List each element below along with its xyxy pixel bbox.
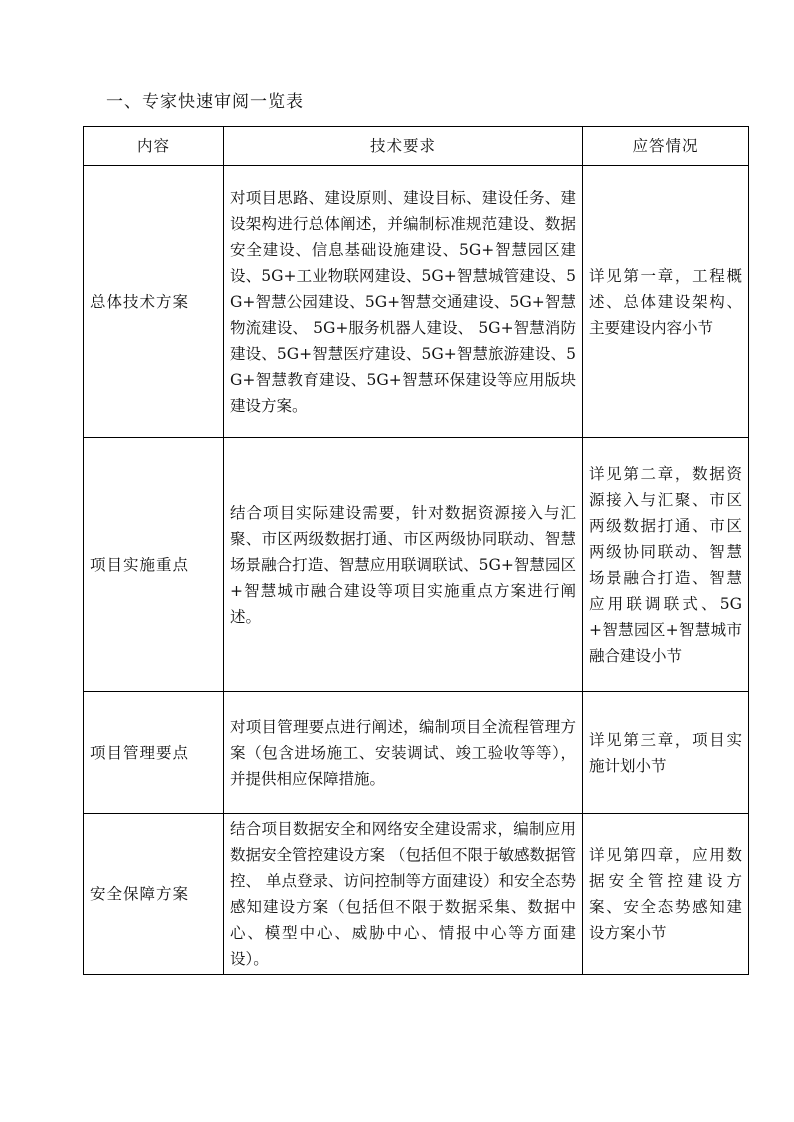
header-content: 内容: [84, 127, 224, 166]
row-requirement: 对项目管理要点进行阐述，编制项目全流程管理方案（包含进场施工、安装调试、竣工验收等等），并提供相应保障措施。: [224, 692, 583, 814]
row-response: 详见第二章，数据资源接入与汇聚、市区两级数据打通、市区两级协同联动、智慧场景融合打造、智慧应用联调联式、5G+智慧园区+智慧城市融合建设小节: [583, 438, 749, 692]
row-response: 详见第四章，应用数据安全管控建设方案、安全态势感知建设方案小节: [583, 814, 749, 975]
row-requirement: 结合项目数据安全和网络安全建设需求，编制应用数据安全管控建设方案 （包括但不限于敏感数据管控、 单点登录、访问控制等方面建设）和安全态势感知建设方案（包括但不限于数据采集、数据中心、模型中心、威胁中心、情报中心等方面建设）。: [224, 814, 583, 975]
row-content: 项目实施重点: [84, 438, 224, 692]
row-content: 项目管理要点: [84, 692, 224, 814]
expert-review-table: [83, 126, 749, 975]
table-row: [84, 692, 749, 814]
header-requirement: 技术要求: [224, 127, 583, 166]
table-header-row: [84, 127, 749, 166]
header-response: 应答情况: [583, 127, 749, 166]
table-row: [84, 438, 749, 692]
row-content: 安全保障方案: [84, 814, 224, 975]
section-heading: 一、专家快速审阅一览表: [106, 92, 304, 112]
row-content: 总体技术方案: [84, 166, 224, 438]
row-requirement: 结合项目实际建设需要，针对数据资源接入与汇聚、市区两级数据打通、市区两级协同联动、智慧场景融合打造、智慧应用联调联试、5G+智慧园区+智慧城市融合建设等项目实施重点方案进行阐述。: [224, 438, 583, 692]
row-response: 详见第一章，工程概述、总体建设架构、主要建设内容小节: [583, 166, 749, 438]
table-row: [84, 166, 749, 438]
table-row: [84, 814, 749, 975]
row-requirement: 对项目思路、建设原则、建设目标、建设任务、建设架构进行总体阐述，并编制标准规范建设、数据安全建设、信息基础设施建设、5G+智慧园区建设、5G+工业物联网建设、5G+智慧城管建设、5G+智慧公园建设、5G+智慧交通建设、5G+智慧物流建设、 5G+服务机器人建设、 5G+智慧消防建设、5G+智慧医疗建设、5G+智慧旅游建设、5G+智慧教育建设、5G+智慧环保建设等应用版块建设方案。: [224, 166, 583, 438]
row-response: 详见第三章，项目实施计划小节: [583, 692, 749, 814]
